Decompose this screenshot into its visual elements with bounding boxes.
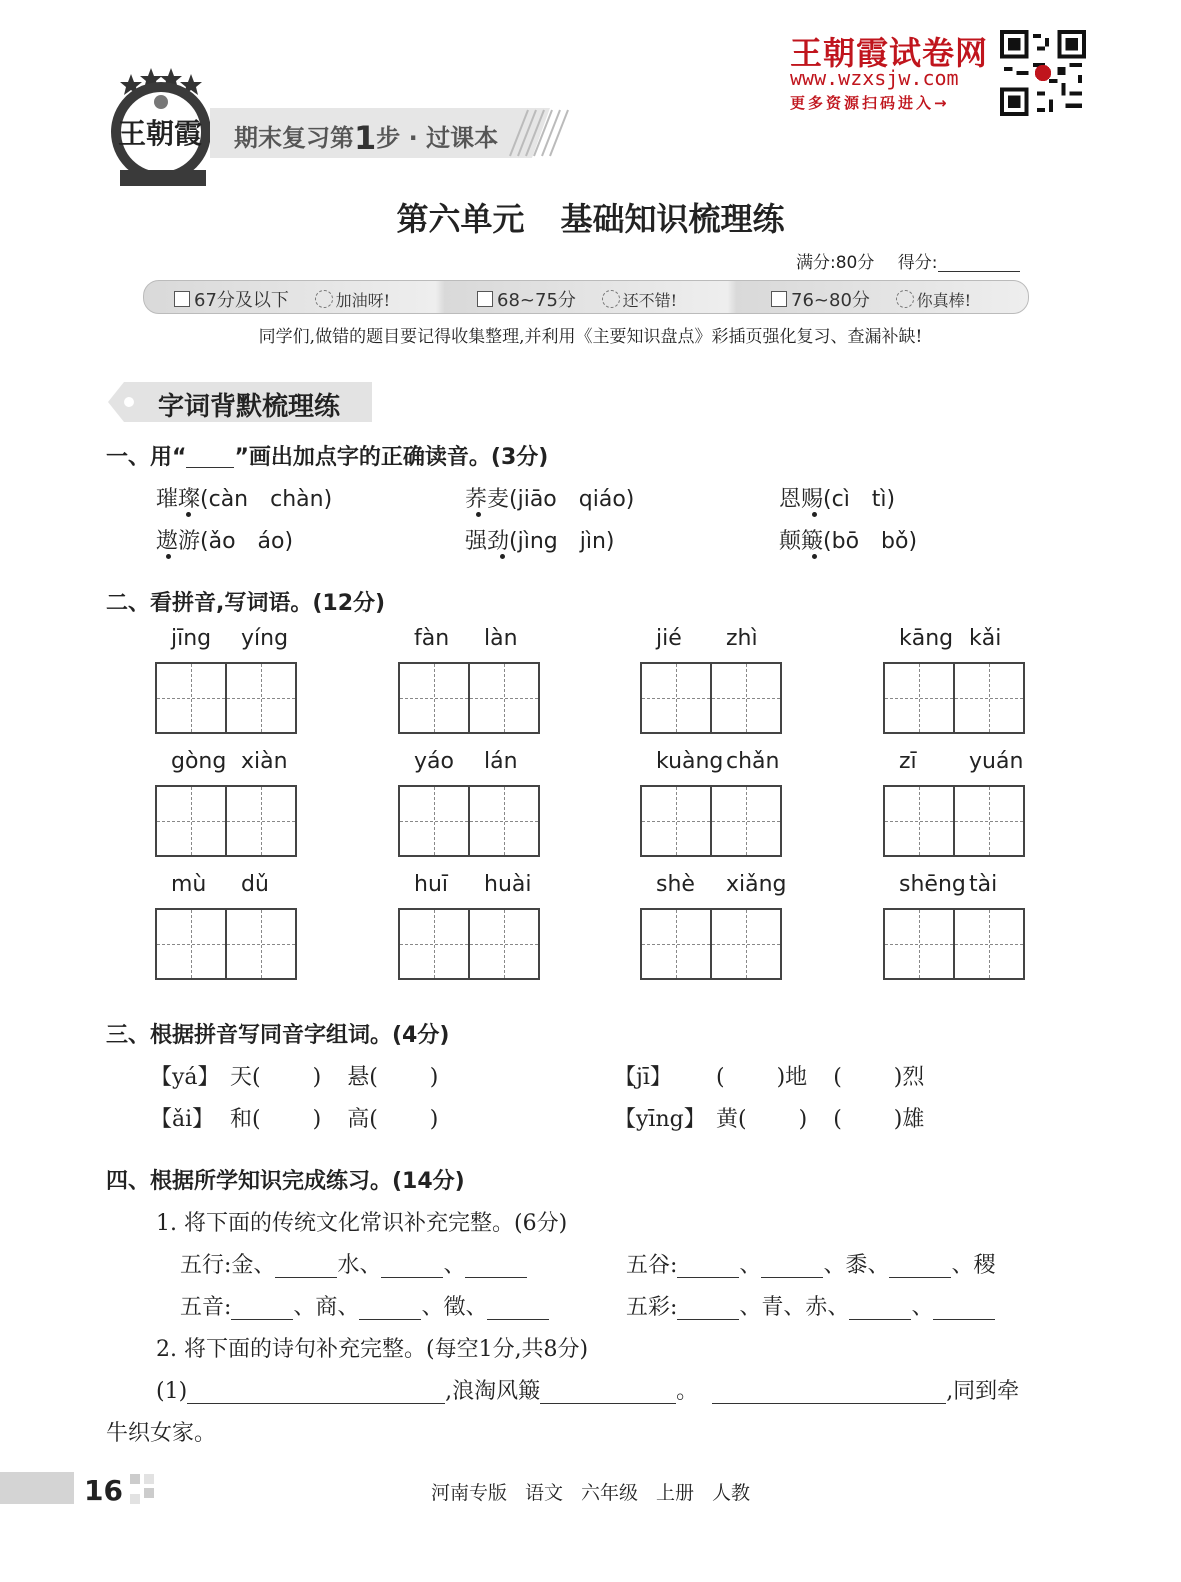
q3-a-1: 天(: [230, 1065, 261, 1090]
pinyin-syllable: dǔ: [241, 872, 269, 897]
character-cell[interactable]: [953, 664, 1023, 732]
writing-grid[interactable]: [883, 908, 1025, 980]
q1-word-4: 遨游: [156, 529, 201, 554]
grade-checkbox-1[interactable]: [174, 291, 190, 307]
grade-cheer-2: 还不错!: [622, 291, 678, 310]
character-cell[interactable]: [885, 787, 953, 855]
pinyin-syllable: kuàng: [656, 749, 724, 774]
q3-d-2: )烈: [893, 1065, 925, 1090]
blank[interactable]: [712, 1381, 946, 1404]
score-blank[interactable]: [938, 253, 1020, 272]
q3-row-3[interactable]: [150, 1102, 438, 1133]
qr-code-icon[interactable]: [1000, 30, 1086, 116]
blank[interactable]: [465, 1255, 527, 1278]
banner-text-before: 期末复习第: [234, 124, 354, 152]
character-cell[interactable]: [400, 787, 468, 855]
grade-cheer-3: 你真棒!: [916, 291, 972, 310]
tag-hole-icon: [124, 397, 134, 407]
pinyin-syllable: xiàn: [241, 749, 288, 774]
wucai-p1: 、青、赤、: [739, 1295, 850, 1320]
wuxing-p3: 、: [443, 1253, 466, 1278]
q3-pinyin-1: 【yá】: [150, 1065, 220, 1090]
character-cell[interactable]: [953, 910, 1023, 978]
footer-info: [0, 1478, 1181, 1505]
pinyin-syllable: tài: [969, 872, 998, 897]
character-cell[interactable]: [225, 910, 295, 978]
wugu-p2: 、黍、: [823, 1253, 890, 1278]
character-cell[interactable]: [225, 664, 295, 732]
wuyin-row[interactable]: [180, 1290, 549, 1321]
grade-option-2: [477, 286, 677, 312]
character-cell[interactable]: [885, 664, 953, 732]
character-cell[interactable]: [157, 664, 225, 732]
emphasis-dot: [166, 554, 171, 559]
q1-item-1[interactable]: [156, 482, 332, 513]
pinyin-syllable: kāng: [899, 626, 954, 651]
q3-c-3: 高(: [347, 1107, 378, 1132]
pinyin-syllable: fàn: [414, 626, 450, 651]
character-cell[interactable]: [468, 910, 538, 978]
wuxing-p2: 水、: [337, 1253, 382, 1278]
q3-a-3: 和(: [230, 1107, 261, 1132]
character-cell[interactable]: [710, 787, 780, 855]
q1-word-5: 强劲: [465, 529, 510, 554]
wugu-p1: 、: [739, 1253, 762, 1278]
writing-grid[interactable]: [640, 785, 782, 857]
wuxing-label: 五行:: [180, 1253, 232, 1278]
character-cell[interactable]: [642, 664, 710, 732]
grade-option-3: [771, 286, 971, 312]
emphasis-dot: [812, 512, 817, 517]
writing-grid[interactable]: [155, 908, 297, 980]
blank[interactable]: [381, 1255, 443, 1278]
character-cell[interactable]: [157, 910, 225, 978]
blank[interactable]: [677, 1297, 739, 1320]
blank[interactable]: [487, 1297, 549, 1320]
emphasis-dot: [812, 554, 817, 559]
wucai-label: 五彩:: [626, 1295, 678, 1320]
review-step-banner: [234, 118, 498, 157]
q3-row-1[interactable]: [150, 1060, 438, 1091]
q1-word-3: 恩赐: [779, 487, 824, 512]
pinyin-syllable: huī: [414, 872, 448, 897]
smile-icon: [315, 290, 333, 308]
grade-range-2: 68~75分: [497, 290, 576, 311]
character-cell[interactable]: [710, 664, 780, 732]
q3-b-4: ): [798, 1107, 808, 1132]
q3-pinyin-3: 【ǎi】: [150, 1107, 215, 1132]
footer-publisher: 人教: [712, 1482, 751, 1504]
wugu-p3: 、稷: [951, 1253, 996, 1278]
q3-c-1: 悬(: [347, 1065, 378, 1090]
emphasis-dot: [500, 554, 505, 559]
pinyin-syllable: yáo: [414, 749, 454, 774]
blank[interactable]: [889, 1255, 951, 1278]
q1-item-3[interactable]: [779, 482, 895, 513]
emphasis-dot: [476, 512, 481, 517]
writing-grid[interactable]: [155, 662, 297, 734]
pinyin-syllable: mù: [171, 872, 207, 897]
pinyin-syllable: lán: [484, 749, 518, 774]
smile-icon: [896, 290, 914, 308]
q3-row-4[interactable]: [614, 1102, 924, 1133]
banner-step-number: 1: [354, 119, 377, 157]
character-cell[interactable]: [710, 910, 780, 978]
q1-opts-2: (jiāo qiáo): [509, 487, 635, 512]
q3-c-2: (: [833, 1065, 842, 1090]
blank[interactable]: [187, 1381, 445, 1404]
score-label: 得分:: [897, 253, 938, 273]
character-cell[interactable]: [642, 787, 710, 855]
pinyin-syllable: zī: [899, 749, 917, 774]
q3-d-1: ): [429, 1065, 439, 1090]
grade-checkbox-3[interactable]: [771, 291, 787, 307]
writing-grid[interactable]: [398, 785, 540, 857]
q3-b-2: )地: [776, 1065, 808, 1090]
blank[interactable]: [359, 1297, 421, 1320]
emphasis-dot: [186, 512, 191, 517]
wuyin-label: 五音:: [180, 1295, 232, 1320]
wucai-row[interactable]: [626, 1290, 995, 1321]
poem-tail: ,同到牵: [946, 1379, 1020, 1404]
full-score: 满分:80分: [796, 253, 875, 273]
blank[interactable]: [677, 1255, 739, 1278]
blank[interactable]: [849, 1297, 911, 1320]
character-cell[interactable]: [400, 910, 468, 978]
wucai-p2: 、: [911, 1295, 934, 1320]
grade-band: [143, 280, 1029, 314]
blank[interactable]: [933, 1297, 995, 1320]
logo-text: 王朝霞: [118, 117, 203, 150]
grade-option-1: [174, 286, 390, 312]
writing-grid[interactable]: [883, 785, 1025, 857]
q1-opts-1: (càn chàn): [200, 487, 333, 512]
q1-word-2: 荞麦: [465, 487, 510, 512]
q3-d-3: ): [429, 1107, 439, 1132]
q1-head-post: ”画出加点字的正确读音。(3分): [234, 445, 549, 470]
section-title: 字词背默梳理练: [158, 392, 341, 422]
writing-grid[interactable]: [398, 908, 540, 980]
writing-grid[interactable]: [640, 662, 782, 734]
blank[interactable]: [761, 1255, 823, 1278]
blank[interactable]: [231, 1297, 293, 1320]
character-cell[interactable]: [953, 787, 1023, 855]
poem-end: 。: [676, 1379, 699, 1404]
q1-item-2[interactable]: [465, 482, 634, 513]
character-cell[interactable]: [642, 910, 710, 978]
grade-range-1: 67分及以下: [194, 290, 289, 311]
q1-item-4[interactable]: [156, 524, 293, 555]
q1-opts-5: (jìng jìn): [509, 529, 615, 554]
q1-head-pre: 一、用“: [106, 445, 187, 470]
blank[interactable]: [540, 1381, 676, 1404]
wuxing-p1: 金、: [231, 1253, 276, 1278]
footer-edition: 河南专版: [430, 1482, 507, 1504]
q1-opts-3: (cì tì): [823, 487, 896, 512]
footer-subject: 语文: [524, 1482, 563, 1504]
wugu-label: 五谷:: [626, 1253, 678, 1278]
wugu-row[interactable]: [626, 1248, 995, 1279]
pinyin-syllable: zhì: [726, 626, 758, 651]
grade-cheer-1: 加油呀!: [335, 291, 391, 310]
q1-opts-4: (ǎo áo): [200, 529, 294, 554]
unit-title: 第六单元: [396, 200, 525, 238]
q1-item-5[interactable]: [465, 524, 614, 555]
q1-opts-6: (bō bǒ): [823, 529, 918, 554]
q3-row-2[interactable]: [614, 1060, 924, 1091]
character-cell[interactable]: [225, 787, 295, 855]
poem-mid: ,浪淘风簸: [445, 1379, 541, 1404]
pinyin-syllable: huài: [484, 872, 532, 897]
banner-text-after: 步 · 过课本: [376, 124, 499, 152]
study-note: 同学们,做错的题目要记得收集整理,并利用《主要知识盘点》彩插页强化复习、查漏补缺!: [258, 327, 923, 347]
writing-grid[interactable]: [398, 662, 540, 734]
character-cell[interactable]: [885, 910, 953, 978]
q4-sub1: 1. 将下面的传统文化常识补充完整。(6分): [156, 1211, 568, 1236]
q3-c-4: (: [833, 1107, 842, 1132]
wuxing-row[interactable]: [180, 1248, 527, 1279]
brand-tagline: 更多资源扫码进入→: [790, 94, 950, 112]
poem-line[interactable]: [156, 1374, 1019, 1405]
grade-checkbox-2[interactable]: [477, 291, 493, 307]
q1-item-6[interactable]: [779, 524, 917, 555]
pinyin-syllable: kǎi: [969, 626, 1002, 651]
wuyin-p2: 、徵、: [421, 1295, 488, 1320]
grade-range-3: 76~80分: [791, 290, 870, 311]
blank[interactable]: [275, 1255, 337, 1278]
q1-word-6: 颠簸: [779, 529, 824, 554]
pinyin-syllable: jīng: [171, 626, 212, 651]
footer-grade: 六年级: [580, 1482, 638, 1504]
smile-icon: [602, 290, 620, 308]
footer-volume: 上册: [656, 1482, 695, 1504]
pinyin-syllable: shè: [656, 872, 695, 897]
q3-d-4: )雄: [893, 1107, 925, 1132]
q3-pinyin-4: 【yīng】: [614, 1107, 706, 1132]
pinyin-syllable: chǎn: [726, 749, 780, 774]
question-1-heading: [106, 440, 548, 471]
question-2-heading: 二、看拼音,写词语。(12分): [106, 591, 386, 616]
q3-b-1: ): [312, 1065, 322, 1090]
q1-word-1: 璀璨: [156, 487, 201, 512]
character-cell[interactable]: [157, 787, 225, 855]
page-title: [0, 194, 1181, 240]
exercise-title: 基础知识梳理练: [560, 200, 785, 238]
score-line: [796, 248, 1020, 273]
pinyin-syllable: gòng: [171, 749, 227, 774]
page-number: 16: [84, 1474, 123, 1507]
pinyin-syllable: làn: [484, 626, 518, 651]
character-cell[interactable]: [468, 787, 538, 855]
brand-url[interactable]: www.wzxsjw.com: [790, 66, 959, 90]
wuyin-p1: 、商、: [293, 1295, 360, 1320]
brand-name[interactable]: 王朝霞试卷网: [790, 34, 989, 72]
underline-sample: [186, 447, 234, 468]
pinyin-syllable: shēng: [899, 872, 966, 897]
poem-continuation: 牛织女家。: [106, 1421, 217, 1446]
pinyin-syllable: yuán: [969, 749, 1024, 774]
q3-a-4: 黄(: [716, 1107, 747, 1132]
character-cell[interactable]: [468, 664, 538, 732]
poem-num: (1): [156, 1379, 188, 1404]
pinyin-syllable: xiǎng: [726, 872, 787, 897]
pinyin-syllable: yíng: [241, 626, 289, 651]
question-4-heading: 四、根据所学知识完成练习。(14分): [106, 1169, 465, 1194]
writing-grid[interactable]: [155, 785, 297, 857]
question-3-heading: 三、根据拼音写同音字组词。(4分): [106, 1023, 450, 1048]
pinyin-syllable: jié: [656, 626, 682, 651]
q3-b-3: ): [312, 1107, 322, 1132]
writing-grid[interactable]: [640, 908, 782, 980]
q3-pinyin-2: 【jī】: [614, 1065, 672, 1090]
q4-sub2: 2. 将下面的诗句补充完整。(每空1分,共8分): [156, 1337, 589, 1362]
q3-a-2: (: [716, 1065, 725, 1090]
writing-grid[interactable]: [883, 662, 1025, 734]
character-cell[interactable]: [400, 664, 468, 732]
